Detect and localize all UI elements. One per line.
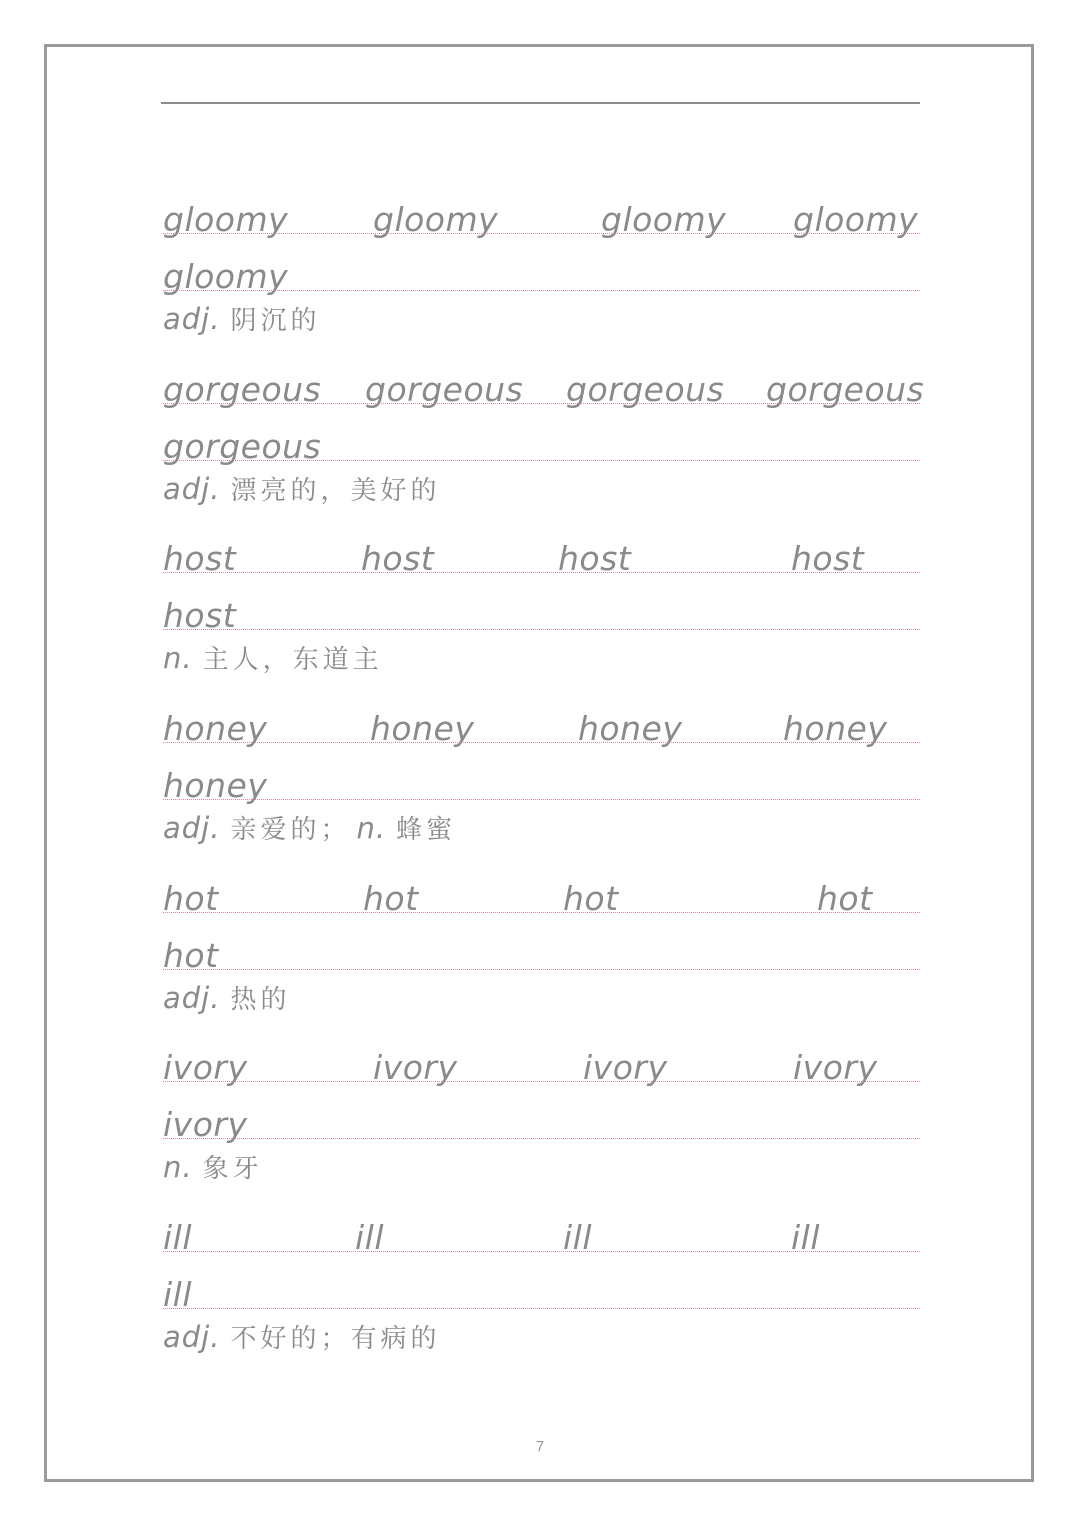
practice-line bbox=[163, 347, 925, 409]
practice-line bbox=[163, 1082, 920, 1144]
vocab-entry-gloomy bbox=[163, 177, 920, 347]
word-meaning bbox=[163, 291, 920, 347]
vocab-entry-host bbox=[163, 516, 920, 686]
practice-word: hot bbox=[817, 879, 873, 918]
practice-word: gorgeous bbox=[365, 370, 524, 409]
part-of-speech: adj. bbox=[163, 981, 221, 1015]
part-of-speech: adj. bbox=[163, 1320, 221, 1354]
practice-word: ivory bbox=[163, 1048, 248, 1087]
practice-line bbox=[163, 516, 920, 578]
practice-line bbox=[163, 234, 920, 296]
practice-word: honey bbox=[783, 709, 888, 748]
practice-line bbox=[163, 1252, 920, 1314]
chinese-meaning: 主人，东道主 bbox=[202, 645, 383, 675]
practice-line bbox=[163, 1195, 920, 1257]
practice-line bbox=[163, 686, 920, 748]
practice-word: ill bbox=[563, 1218, 593, 1257]
chinese-meaning: 热的 bbox=[230, 985, 291, 1015]
part-of-speech: adj. bbox=[163, 472, 221, 506]
practice-word: ivory bbox=[163, 1105, 248, 1144]
vocab-entry-hot bbox=[163, 856, 920, 1026]
practice-word: gloomy bbox=[793, 200, 919, 239]
page-number: 7 bbox=[535, 1438, 545, 1455]
word-meaning bbox=[163, 1139, 920, 1195]
practice-word: gorgeous bbox=[163, 427, 322, 466]
practice-line bbox=[163, 177, 920, 239]
chinese-meaning: 蜂蜜 bbox=[396, 815, 457, 845]
part-of-speech: n. bbox=[163, 641, 193, 675]
practice-line bbox=[163, 856, 920, 918]
chinese-meaning: 亲爱的； bbox=[230, 815, 351, 845]
practice-word: honey bbox=[578, 709, 683, 748]
word-meaning bbox=[163, 461, 920, 517]
practice-word: ill bbox=[791, 1218, 821, 1257]
practice-word: hot bbox=[163, 879, 219, 918]
chinese-meaning: 不好的；有病的 bbox=[230, 1324, 441, 1354]
header-rule bbox=[161, 102, 920, 104]
practice-word: host bbox=[558, 539, 632, 578]
practice-word: gorgeous bbox=[566, 370, 725, 409]
vocab-entry-ivory bbox=[163, 1025, 920, 1195]
word-meaning bbox=[163, 800, 920, 856]
vocab-entry-gorgeous bbox=[163, 347, 925, 517]
practice-word: gloomy bbox=[163, 200, 289, 239]
chinese-meaning: 象牙 bbox=[202, 1154, 263, 1184]
practice-line bbox=[163, 913, 920, 975]
practice-word: hot bbox=[163, 936, 219, 975]
practice-line bbox=[163, 404, 920, 466]
part-of-speech: n. bbox=[356, 811, 387, 845]
practice-word: gorgeous bbox=[163, 370, 322, 409]
part-of-speech: n. bbox=[163, 1150, 193, 1184]
practice-word: honey bbox=[163, 709, 268, 748]
practice-word: ill bbox=[163, 1218, 193, 1257]
word-meaning bbox=[163, 630, 920, 686]
practice-word: gloomy bbox=[163, 257, 289, 296]
practice-line bbox=[163, 573, 920, 635]
part-of-speech: adj. bbox=[163, 811, 221, 845]
part-of-speech: adj. bbox=[163, 302, 221, 336]
chinese-meaning: 漂亮的，美好的 bbox=[230, 476, 441, 506]
practice-word: honey bbox=[370, 709, 475, 748]
vocab-entry-honey bbox=[163, 686, 920, 856]
practice-word: honey bbox=[163, 766, 268, 805]
word-meaning bbox=[163, 1309, 920, 1365]
practice-word: host bbox=[163, 539, 237, 578]
practice-word: gloomy bbox=[373, 200, 499, 239]
practice-line bbox=[163, 743, 920, 805]
practice-word: ivory bbox=[793, 1048, 878, 1087]
practice-word: hot bbox=[363, 879, 419, 918]
practice-word: ivory bbox=[373, 1048, 458, 1087]
practice-word: ill bbox=[355, 1218, 385, 1257]
vocab-entry-ill bbox=[163, 1195, 920, 1365]
practice-word: gorgeous bbox=[766, 370, 925, 409]
practice-word: host bbox=[361, 539, 435, 578]
word-meaning bbox=[163, 970, 920, 1026]
chinese-meaning: 阴沉的 bbox=[230, 306, 321, 336]
practice-word: ivory bbox=[583, 1048, 668, 1087]
practice-word: hot bbox=[563, 879, 619, 918]
practice-word: gloomy bbox=[601, 200, 727, 239]
practice-word: host bbox=[791, 539, 865, 578]
practice-word: ill bbox=[163, 1275, 193, 1314]
practice-word: host bbox=[163, 596, 237, 635]
practice-line bbox=[163, 1025, 920, 1087]
